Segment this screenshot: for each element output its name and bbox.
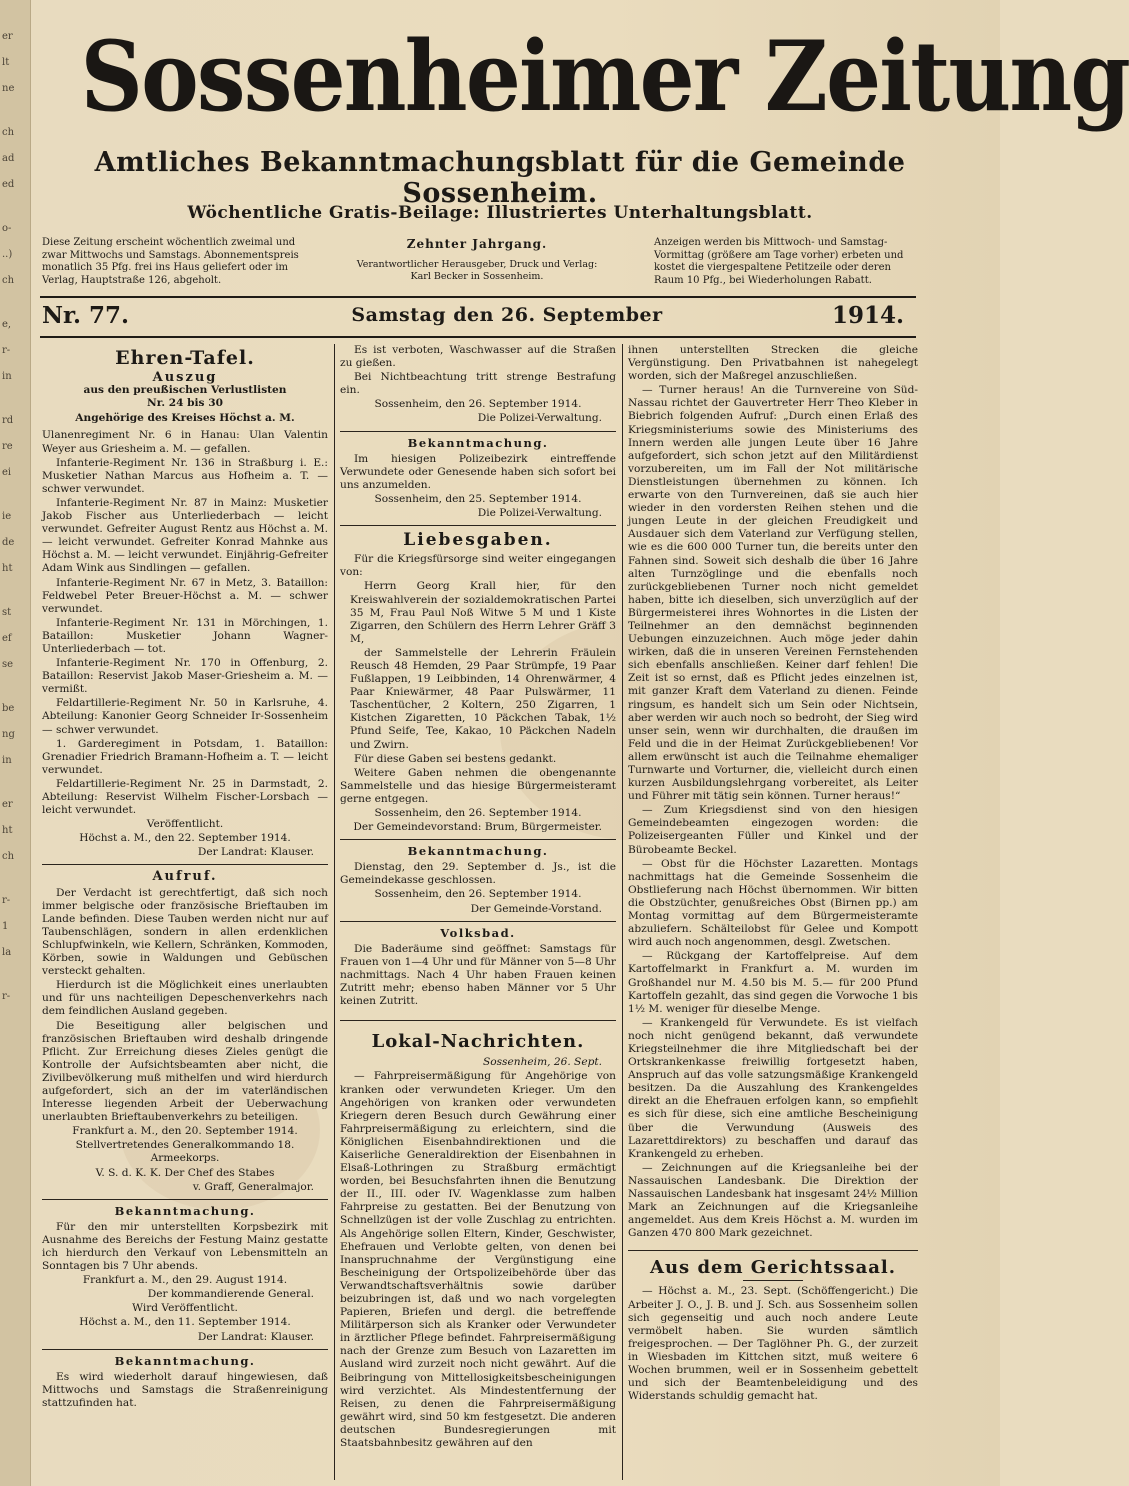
short-divider — [743, 1280, 803, 1281]
issue-year: 1914. — [831, 302, 904, 329]
article-paragraph: — Zeichnungen auf die Kriegsanleihe bei der Nassauischen Landesbank. Die Direktion der Nassauischen Landesbank hat insgesamt 24½ Million Mark an Zeichnungen auf die Kriegsanleihe angemeldet. Aus dem Kreis Höchst a. M. wurden im Ganzen 470 800 Mark gezeichnet. — [628, 1161, 918, 1240]
notice-signature: Sossenheim, den 26. September 1914. — [374, 398, 582, 411]
edge-fragment: ht — [2, 563, 13, 574]
casualty-entry: Feldartillerie-Regiment Nr. 25 in Darmstadt, 2. Abteilung: Reservist Wilhelm Fischer-Lorsbach — leicht verwundet. — [42, 777, 328, 817]
section-heading: Aufruf. — [152, 869, 218, 885]
section-heading: Bekanntmachung. — [114, 1353, 256, 1368]
edge-fragment: se — [2, 659, 14, 670]
edge-fragment: re — [2, 441, 13, 452]
notice-signature: Sossenheim, den 25. September 1914. — [374, 492, 582, 505]
edge-fragment: ie — [2, 511, 12, 522]
article-paragraph: Bei Nichtbeachtung tritt strenge Bestrafung ein. — [340, 371, 616, 397]
divider — [340, 431, 616, 432]
edge-fragment: ch — [2, 275, 15, 286]
edge-fragment: r- — [2, 895, 11, 906]
date-rule — [40, 336, 916, 338]
notice-signature: Stellvertretendes Generalkommando 18. Armeekorps. — [75, 1139, 295, 1165]
article-paragraph: — Höchst a. M., 23. Sept. (Schöffengericht.) Die Arbeiter J. O., J. B. und J. Sch. aus Sossenheim sollen sich gegenseitig und auch noch andere Leute vermöbelt haben. Sie wurden sämtlich freigesprochen. — Der Taglöhner Ph. G., der zurzeit in Wiesbaden im Kittchen sitzt, muß weitere 6 Wochen brummen, weil er in Sossenheim gebettelt und sich der Beamtenbeleidigung und des Widerstands schuldig gemacht hat. — [628, 1285, 918, 1403]
edge-fragment: ed — [2, 179, 15, 190]
casualty-entry: Feldartillerie-Regiment Nr. 50 in Karlsruhe, 4. Abteilung: Kanonier Georg Schneider Ir-Sossenheim — schwer verwundet. — [42, 697, 328, 736]
casualty-entry: Infanterie-Regiment Nr. 87 in Mainz: Musketier Jakob Fischer aus Unterliederbach — leicht verwundet. Gefreiter August Rentz aus Höchst a. M. — leicht verwundet. Gefreiter Konrad Mahnke aus Höchst a. M. — leicht verwundet. Einjährig-Gefreiter Adam Wink aus Sindlingen — gefallen. — [42, 496, 328, 575]
masthead-rule — [40, 296, 916, 298]
notice-signature: Der Landrat: Klauser. — [197, 1330, 314, 1343]
casualty-entry: 1. Garderegiment in Potsdam, 1. Bataillon: Grenadier Friedrich Bramann-Hofheim a. T. — leicht verwundet. — [42, 737, 328, 776]
edge-fragment: ht — [2, 825, 13, 836]
column-rule — [622, 344, 623, 1480]
issue-date: Samstag den 26. September — [351, 304, 663, 326]
weekly-supplement-line: Wöchentliche Gratis-Beilage: Illustriertes Unterhaltungsblatt. — [187, 203, 813, 223]
edge-fragment: ef — [2, 633, 12, 644]
section-heading: Lokal-Nachrichten. — [371, 1031, 585, 1053]
article-paragraph: — Zum Kriegsdienst sind von den hiesigen Gemeindebeamten eingezogen worden: die Polizeisergeanten Füller und Kinkel und der Bürobeamte Beckel. — [628, 804, 918, 856]
dateline: Sossenheim, 26. Sept. — [482, 1056, 602, 1069]
edge-fragment: r- — [2, 991, 11, 1002]
notice-signature: Der Gemeindevorstand: Brum, Bürgermeister. — [353, 821, 602, 834]
divider — [628, 1250, 918, 1251]
subheading: Angehörige des Kreises Höchst a. M. — [75, 412, 295, 425]
column-2 — [340, 344, 616, 1480]
subheading: Auszug — [152, 370, 218, 386]
advertising-info: Anzeigen werden bis Mittwoch- und Samstag-Vormittag (größere am Tage vorher) erbeten und kostet die viergespaltene Petitzeile oder deren Raum 10 Pfg., bei Wiederholungen Rabatt. — [654, 237, 904, 286]
section-heading: Aus dem Gerichtssaal. — [649, 1257, 896, 1279]
notice-signature: Höchst a. M., den 11. September 1914. — [79, 1316, 291, 1329]
adjacent-page-edge — [0, 0, 31, 1486]
issue-number: Nr. 77. — [42, 302, 130, 329]
notice-signature: Die Polizei-Verwaltung. — [477, 507, 602, 520]
divider — [42, 1349, 328, 1350]
column-rule — [334, 344, 335, 1480]
article-paragraph: Für diese Gaben sei bestens gedankt. — [354, 752, 557, 765]
article-paragraph: — Obst für die Höchster Lazaretten. Montags nachmittags hat die Gemeinde Sossenheim die Obstlieferung nach Höchst übernommen. Wir bitten die Obstzüchter, genußreiches Obst (Birnen pp.) am Montag vormittag auf dem Bürgermeisteramte abzuliefern. Schälteilobst für Gelee und Kompott wird auch noch angenommen, desgl. Zwetschen. — [628, 857, 918, 949]
masthead-subtitle: Amtliches Bekanntmachungsblatt für die Gemeinde Sossenheim. — [94, 147, 906, 209]
article-paragraph: Es wird wiederholt darauf hingewiesen, daß Mittwochs und Samstags die Straßenreinigung stattzufinden hat. — [42, 1370, 328, 1409]
notice-signature: Sossenheim, den 26. September 1914. — [374, 807, 582, 819]
article-paragraph: — Turner heraus! An die Turnvereine von Süd-Nassau richtet der Gauvertreter Herr Theo Kleber in Biebrich folgenden Aufruf: „Durch einen Erlaß des Kriegsministeriums sowie des Ministeriums des Innern werden alle jungen Leute über 16 Jahre aufgefordert, sich schon jetzt auf den Militärdienst vorzubereiten, um im Fall der Not militärische Dienstleistungen übernehmen zu können. Ich erwarte von den Turnvereinen, daß sie auch hier wieder in den vordersten Reihen stehen und die jungen Leute in der gleichen Freudigkeit und Ausdauer sich dem Vaterland zur Verfügung stellen, wie es die 600 000 Turner tun, die bereits unter den Fahnen sind. Soweit sich deshalb die über 16 Jahre alten Turnzöglinge und die ebenfalls noch zurückgebliebenen Turner noch nicht gemeldet haben, bitte ich dieselben, sich unverzüglich auf der Bürgermeisterei ihres Wohnortes in die Listen der Teilnehmer an den demnächst beginnenden Uebungen einzuzeichnen. Auch möge jeder dahin wirken, daß die in unseren Vereinen Fernstehenden sich ebenfalls anschließen. Keiner darf fehlen! Die Zeit ist so ernst, daß es Pflicht jedes einzelnen ist, mit ganzer Kraft dem Vaterland zu dienen. Feinde ringsum, es handelt sich um Sein oder Nichtsein, aber werden wir auch noch so bedroht, der Sieg wird unser sein, wenn wir durchhalten, die draußen im Feld und die in der Heimat Zurückgebliebenen! Vor allem erwünscht ist auch die Teilnahme ehemaliger Turnwarte und Vorturner, die, vielleicht durch einen kurzen Ausbildungslehrgang vorbereitet, als Leiter und Führer mit tätig sein können. Turner heraus!“ — [628, 384, 918, 803]
section-heading: Ehren-Tafel. — [115, 347, 255, 369]
section-heading: Volksbad. — [440, 925, 516, 940]
casualty-entry: Infanterie-Regiment Nr. 170 in Offenburg, 2. Bataillon: Reservist Jakob Maser-Griesheim a. M. — vermißt. — [42, 657, 328, 696]
edge-fragment: ad — [2, 153, 15, 164]
section-heading: Bekanntmachung. — [114, 1203, 256, 1218]
divider — [340, 525, 616, 526]
edge-fragment: ..) — [2, 249, 13, 260]
notice-signature: Frankfurt a. M., den 29. August 1914. — [82, 1274, 288, 1287]
edge-fragment: de — [2, 537, 15, 548]
edge-fragment: ch — [2, 851, 15, 862]
publisher-info — [332, 237, 622, 283]
edge-fragment: o- — [2, 223, 12, 234]
divider — [42, 1199, 328, 1200]
edge-fragment: ng — [2, 729, 15, 740]
article-paragraph: Dienstag, den 29. September d. Js., ist die Gemeindekasse geschlossen. — [340, 861, 616, 887]
masthead-info-row — [42, 237, 912, 293]
article-paragraph: Der Verdacht ist gerechtfertigt, daß sich noch immer belgische oder französische Brieftauben im Lande befinden. Diese Tauben werden nicht nur auf Taubenschlägen, sondern in allen erdenklichen Schlupfwinkeln, wie Kellern, Schränken, Kommoden, Körben, sowie in Waldungen und Gebüschen versteckt gehalten. — [42, 886, 328, 978]
publisher-name: Karl Becker in Sossenheim. — [410, 271, 544, 282]
notice-line: Wird Veröffentlicht. — [132, 1302, 238, 1315]
article-paragraph: — Rückgang der Kartoffelpreise. Auf dem Kartoffelmarkt in Frankfurt a. M. wurden im Großhandel nur M. 4.50 bis M. 5.— für 200 Pfund Kartoffeln gezahlt, das sind gegen die Vorwoche 1 bis 1½ M. weniger für dieselbe Menge. — [628, 950, 918, 1015]
edge-fragment: er — [2, 799, 13, 810]
notice-signature: Der kommandierende General. — [147, 1288, 314, 1301]
edge-fragment: 1 — [2, 921, 9, 932]
volume-label: Zehnter Jahrgang. — [406, 237, 548, 251]
section-heading: Bekanntmachung. — [407, 435, 549, 450]
article-paragraph: ihnen unterstellten Strecken die gleiche Vergünstigung. Den Privatbahnen ist nahegelegt worden, sich der Maßregel anzuschließen. — [628, 344, 918, 383]
edge-fragment: ne — [2, 83, 15, 94]
subscription-info: Diese Zeitung erscheint wöchentlich zweimal und zwar Mittwochs und Samstags. Abonnementspreis monatlich 35 Pfg. frei ins Haus geliefert oder im Verlag, Hauptstraße 126, abgeholt. — [42, 237, 299, 286]
issue-date-bar — [42, 300, 914, 334]
edge-fragment: rd — [2, 415, 14, 426]
masthead-title: Sossenheimer Zeitung — [80, 20, 1129, 133]
article-paragraph: Herrn Georg Krall hier, für den Kreiswahlverein der sozialdemokratischen Partei 35 M, Frau Paul Noß Witwe 5 M und 1 Kiste Zigarren, den Schülern des Herrn Lehrer Gräff 3 M, — [350, 580, 616, 645]
section-heading: Liebesgaben. — [403, 530, 553, 551]
casualty-entry: Infanterie-Regiment Nr. 136 in Straßburg i. E.: Musketier Nathan Marcus aus Hofheim a. T. — schwer verwundet. — [42, 456, 328, 495]
notice-signature: Sossenheim, den 26. September 1914. — [374, 888, 582, 901]
notice-signature: Die Polizei-Verwaltung. — [477, 412, 602, 425]
notice-signature: Höchst a. M., den 22. September 1914. — [79, 832, 291, 845]
column-1 — [42, 344, 328, 1480]
article-paragraph: Für die Kriegsfürsorge sind weiter eingegangen von: — [340, 553, 616, 579]
edge-fragment: st — [2, 607, 12, 618]
article-paragraph: Für den mir unterstellten Korpsbezirk mit Ausnahme des Bereichs der Festung Mainz gestatte ich hierdurch den Verkauf von Lebensmitteln an Sonntagen bis 7 Uhr abends. — [42, 1220, 328, 1273]
divider — [340, 921, 616, 922]
casualty-entry: Infanterie-Regiment Nr. 131 in Mörchingen, 1. Bataillon: Musketier Johann Wagner-Unterliederbach — tot. — [42, 616, 328, 655]
notice-signature: V. S. d. K. K. Der Chef des Stabes — [95, 1166, 275, 1179]
article-paragraph: Hierdurch ist die Möglichkeit eines unerlaubten und für uns nachteiligen Depeschenverkehrs nach dem feindlichen Ausland gegeben. — [42, 979, 328, 1018]
article-paragraph: — Krankengeld für Verwundete. Es ist vielfach noch nicht genügend bekannt, daß verwundete Kriegsteilnehmer die ihre Mitgliedschaft bei der Ortskrankenkasse freiwillig fortgesetzt haben, Anspruch auf das volle satzungsmäßige Krankengeld besitzen. Da die Auszahlung des Krankengeldes direkt an die Ehefrauen erfolgen kann, so empfiehlt es sich für diese, sich eine amtliche Bescheinigung über die Verwundung (Ausweis des Lazarettdirektors) zu beschaffen und darauf das Krankengeld zu erheben. — [628, 1016, 918, 1160]
article-paragraph: Die Baderäume sind geöffnet: Samstags für Frauen von 1—4 Uhr und für Männer von 5—8 Uhr nachmittags. Nach 4 Uhr haben Frauen keinen Zutritt mehr; ebenso haben Männer vor 5 Uhr keinen Zutritt. — [340, 942, 616, 1008]
edge-fragment: r- — [2, 345, 11, 356]
article-paragraph: Es ist verboten, Waschwasser auf die Straßen zu gießen. — [340, 344, 616, 370]
edge-fragment: la — [2, 947, 12, 958]
article-paragraph: — Fahrpreisermäßigung für Angehörige von kranken oder verwundeten Krieger. Um den Angehörigen von kranken oder verwundeten Kriegern deren Besuch durch Gewährung einer Fahrpreisermäßigung zu erleichtern, sind die Königlichen Eisenbahndirektionen und die Kaiserliche Generaldirektion der Eisenbahnen in Elsaß-Lothringen zu Straßburg ermächtigt worden, bei Besuchsfahrten ihnen die Benutzung der II., III. oder IV. Wagenklasse zum halben Fahrpreise zu gestatten. Bei der Benutzung von Schnellzügen ist der volle Zuschlag zu entrichten. Als Angehörige sollen Eltern, Kinder, Geschwister, Ehefrauen und Verlobte gelten, von denen bei Inanspruchnahme der Vergünstigung eine Bescheinigung der Ortspolizeibehörde über das Verwandtschaftsverhältnis sowie darüber beizubringen ist, daß und wo nach vorgelegten Papieren, Briefen und dergl. die betreffende Militärperson sich als Kranker oder Verwundeter in ärztlicher Pflege befindet. Fahrpreisermäßigung nach der Grenze zum Besuch von Lazaretten im Ausland wird zurzeit noch nicht gewährt. Auf die Beibringung von Mittellosigkeitsbescheinigungen wird verzichtet. Als Mindestentfernung der Reisen, zu denen die Fahrpreisermäßigung gewährt wird, sind 50 km festgesetzt. Die anderen deutschen Bundesregierungen mit Staatsbahnbesitz gewähren auf den — [340, 1070, 616, 1450]
article-paragraph: der Sammelstelle der Lehrerin Fräulein Reusch 48 Hemden, 29 Paar Strümpfe, 19 Paar Fußlappen, 19 Leibbinden, 14 Ohrenwärmer, 4 Paar Kniewärmer, 48 Paar Pulswärmer, 11 Taschentücher, 2 Koltern, 250 Zigarren, 1 Kistchen Zigaretten, 10 Päckchen Tabak, 1½ Pfund Seife, Tee, Kakao, 10 Päckchen Nadeln und Zwirn. — [350, 646, 616, 751]
edge-fragment: in — [2, 755, 12, 766]
notice-signature: Der Landrat: Klauser. — [197, 846, 314, 859]
notice-signature: v. Graff, Generalmajor. — [192, 1180, 314, 1193]
publisher-line: Verantwortlicher Herausgeber, Druck und Verlag: — [356, 259, 598, 270]
casualty-entry: Ulanenregiment Nr. 6 in Hanau: Ulan Valentin Weyer aus Griesheim a. M. — gefallen. — [42, 429, 328, 455]
edge-fragment: e, — [2, 319, 12, 330]
edge-fragment: be — [2, 703, 15, 714]
notice-signature: Frankfurt a. M., den 20. September 1914. — [72, 1125, 298, 1138]
column-3 — [628, 344, 918, 1480]
divider — [42, 864, 328, 865]
subheading: Nr. 24 bis 30 — [147, 397, 223, 410]
edge-fragment: in — [2, 371, 12, 382]
article-paragraph: Die Beseitigung aller belgischen und französischen Brieftauben wird deshalb dringende Pflicht. Zur Erreichung dieses Zieles genügt die Kontrolle der Aufsichtsbeamten aber nicht, die Zivilbevölkerung muß mithelfen und wird hierdurch aufgefordert, sich an der im vaterländischen Interesse liegenden Arbeit der Ueberwachung unerlaubten Brieftaubenverkehrs zu beteiligen. — [42, 1019, 328, 1124]
notice-line: Veröffentlicht. — [146, 818, 224, 831]
edge-fragment: ch — [2, 127, 15, 138]
article-paragraph: Im hiesigen Polizeibezirk eintreffende Verwundete oder Genesende haben sich sofort bei uns anzumelden. — [340, 452, 616, 491]
notice-signature: Der Gemeinde-Vorstand. — [470, 902, 602, 915]
casualty-entry: Infanterie-Regiment Nr. 67 in Metz, 3. Bataillon: Feldwebel Peter Breuer-Höchst a. M. — schwer verwundet. — [42, 576, 328, 615]
article-paragraph: Weitere Gaben nehmen die obengenannte Sammelstelle und das hiesige Bürgermeisteramt gerne entgegen. — [340, 766, 616, 805]
subheading: aus den preußischen Verlustlisten — [83, 384, 287, 397]
section-heading: Bekanntmachung. — [407, 844, 549, 859]
divider — [340, 1020, 616, 1021]
edge-fragment: ei — [2, 467, 12, 478]
edge-fragment: er — [2, 31, 13, 42]
divider — [340, 839, 616, 840]
edge-fragment: lt — [2, 57, 10, 68]
